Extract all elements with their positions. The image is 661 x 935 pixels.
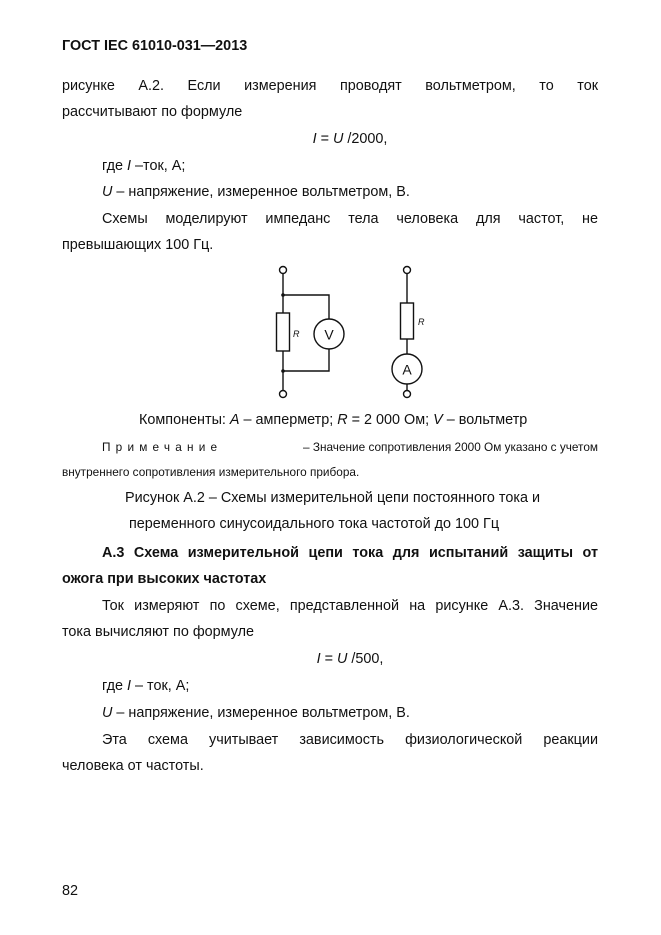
section-heading: А.3 Схема измерительной цепи тока для испытаний защиты от <box>102 545 598 561</box>
section-heading: ожога при высоких частотах <box>62 571 267 587</box>
figure-caption-line: переменного синусоидального тока частотой до 100 Гц <box>129 516 500 532</box>
terminal-bottom-left <box>280 391 287 398</box>
formula-rest: /500, <box>347 651 384 667</box>
formula-eq: = <box>320 651 337 667</box>
formula-var-u: U <box>336 651 348 667</box>
terminal-top-right <box>404 267 411 274</box>
paragraph-line: Ток измеряют по схеме, представленной на рисунке А.3. Значение <box>102 598 598 614</box>
legend-text: – вольтметр <box>442 412 528 428</box>
label-voltmeter: V <box>324 326 334 343</box>
junction-dot <box>281 369 285 373</box>
circuit-diagram <box>260 262 440 402</box>
definition-var: I <box>127 158 132 174</box>
definition-text: – напряжение, измеренное вольтметром, В. <box>112 184 410 200</box>
legend-symbol: R <box>337 412 348 428</box>
formula <box>250 650 450 668</box>
definition-var: U <box>102 184 113 200</box>
definition-text: – напряжение, измеренное вольтметром, В. <box>112 705 410 721</box>
formula-eq: = <box>316 131 333 147</box>
definition-prefix: где <box>102 678 128 694</box>
junction-dot <box>281 293 285 297</box>
label-r-left: R <box>293 329 300 339</box>
page-number: 82 <box>62 883 79 899</box>
definition-line <box>102 183 410 201</box>
formula-var-i: I <box>312 131 317 147</box>
definition-line <box>102 157 185 175</box>
paragraph-line: рассчитывают по формуле <box>62 104 243 120</box>
figure-caption-line: Рисунок А.2 – Схемы измерительной цепи постоянного тока и <box>125 490 540 506</box>
label-ammeter: A <box>402 361 412 378</box>
resistor-right <box>401 303 414 339</box>
definition-text: –ток, А; <box>131 158 186 174</box>
components-legend <box>139 411 527 429</box>
paragraph-line: рисунке А.2. Если измерения проводят вольтметром, то ток <box>62 78 598 94</box>
legend-prefix: Компоненты: <box>139 412 230 428</box>
note-label: Примечание <box>102 440 223 454</box>
formula-rest: /2000, <box>343 131 388 147</box>
legend-text: – амперметр; <box>239 412 338 428</box>
paragraph-line: Схемы моделируют импеданс тела человека для частот, не <box>102 211 598 227</box>
formula-var-u: U <box>332 131 344 147</box>
definition-line <box>102 677 189 695</box>
paragraph-line: тока вычисляют по формуле <box>62 624 254 640</box>
paragraph-line: превышающих 100 Гц. <box>62 237 214 253</box>
terminal-top-left <box>280 267 287 274</box>
paragraph-line: человека от частоты. <box>62 758 204 774</box>
definition-text: – ток, А; <box>131 678 190 694</box>
paragraph-line: Эта схема учитывает зависимость физиологической реакции <box>102 732 598 748</box>
resistor-left <box>277 313 290 351</box>
legend-text: = 2 000 Ом; <box>347 412 434 428</box>
note-line: внутреннего сопротивления измерительного прибора. <box>62 465 360 479</box>
definition-prefix: где <box>102 158 128 174</box>
note-line <box>102 440 598 455</box>
definition-var: I <box>127 678 132 694</box>
terminal-bottom-right <box>404 391 411 398</box>
label-r-right: R <box>418 317 425 327</box>
legend-symbol: А <box>229 412 240 428</box>
legend-symbol: V <box>433 412 443 428</box>
definition-line <box>102 704 410 722</box>
note-text: – Значение сопротивления 2000 Ом указано с учетом <box>303 440 598 454</box>
document-header: ГОСТ IEC 61010-031—2013 <box>62 38 248 54</box>
definition-var: U <box>102 705 113 721</box>
formula-var-i: I <box>316 651 321 667</box>
formula <box>250 130 450 148</box>
